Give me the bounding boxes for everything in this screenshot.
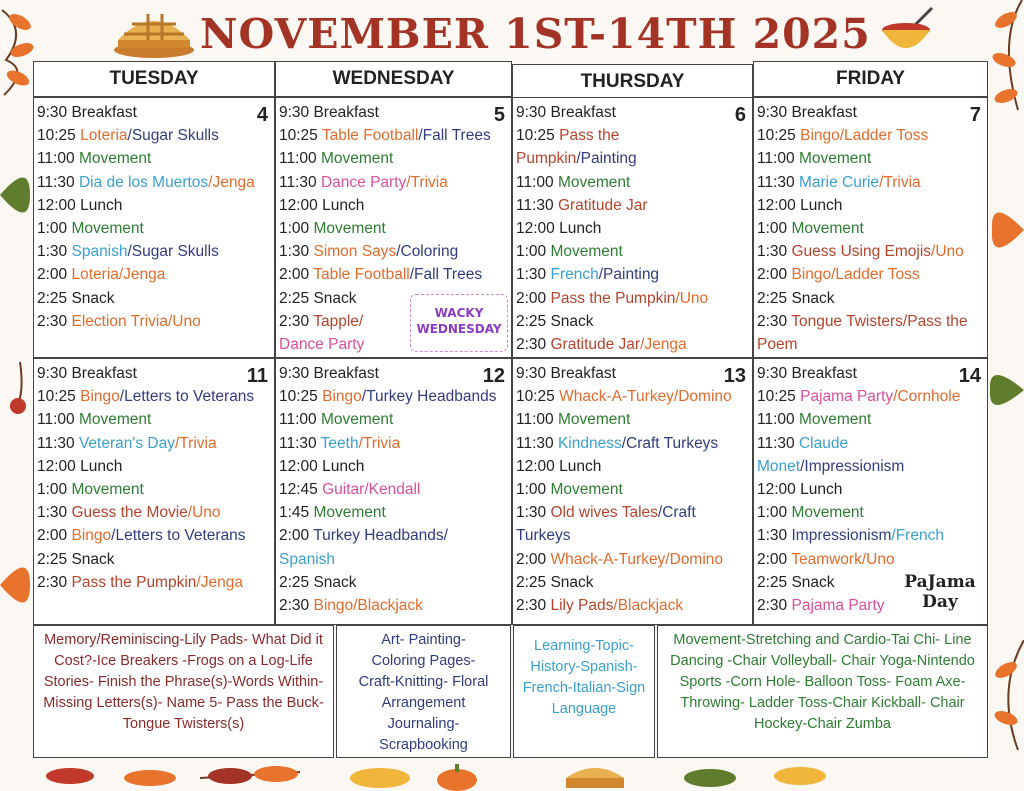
schedule-entry-text: Movement — [313, 220, 386, 238]
cherry-icon — [6, 360, 34, 416]
schedule-entry-text: /Jenga — [196, 573, 243, 591]
schedule-entry-text: /Trivia — [406, 173, 448, 191]
schedule-entry — [279, 432, 508, 455]
schedule-entry-text: 1:00 — [279, 220, 314, 238]
schedule-entry-text: 11:30 — [757, 434, 799, 452]
schedule-entry-text: /Craft Turkeys — [621, 434, 719, 452]
schedule-entry — [516, 310, 749, 333]
autumn-leaf-icon — [988, 190, 1024, 270]
schedule-entry-text: Loteria — [80, 127, 128, 145]
pie-icon — [108, 8, 200, 60]
schedule-entry-text: /Craft — [657, 504, 696, 522]
schedule-entry-text: 11:00 — [757, 150, 799, 168]
schedule-entry-text: 12:00 Lunch — [757, 196, 843, 214]
schedule-entry-text: 11:30 — [516, 196, 558, 214]
schedule-entry-text: 1:00 — [516, 243, 551, 261]
schedule-entry-text: 11:00 — [757, 411, 799, 429]
day-cell — [512, 97, 753, 358]
schedule-entry-text: 11:00 — [37, 150, 79, 168]
schedule-entry-text: Guess the Movie — [71, 504, 188, 522]
schedule-entry-text: 2:00 — [279, 266, 314, 284]
chili-bowl-icon — [876, 4, 940, 60]
day-cell — [275, 358, 512, 625]
schedule-entry-text: 11:30 — [279, 173, 321, 191]
schedule-entry — [757, 124, 984, 147]
schedule-entry — [279, 385, 508, 408]
schedule-entry-text: /Blackjack — [613, 597, 684, 615]
category-learning-text: Learning-Topic- History-Spanish- French-Italian-Sign Language — [522, 638, 646, 717]
pajama-day-text-2: Day — [922, 592, 958, 612]
schedule-entry-text: 9:30 Breakfast — [516, 104, 616, 121]
schedule-entry-text: Movement — [313, 504, 386, 522]
schedule-entry-text: Kindness — [557, 434, 622, 452]
category-movement — [657, 625, 988, 758]
schedule-entry-text: Impressionism — [791, 527, 892, 545]
schedule-entry — [37, 310, 271, 333]
schedule-entry-text: Claude — [798, 434, 849, 452]
schedule-entry-text: 10:25 — [516, 388, 560, 406]
schedule-entry — [757, 432, 984, 455]
schedule-entry-text: Bingo/Ladder Toss — [791, 266, 920, 284]
schedule-entry — [757, 147, 984, 170]
autumn-leaf-icon — [670, 758, 870, 791]
schedule-entry-text: 11:00 — [279, 411, 321, 429]
pie-icon — [560, 758, 630, 791]
schedule-entry — [279, 548, 508, 571]
schedule-entry — [37, 408, 271, 431]
schedule-entry-text: Movement — [71, 481, 144, 499]
schedule-entry-text: Dance Party — [279, 336, 365, 354]
schedule-entry-text: Gratitude Jar — [557, 196, 648, 214]
schedule-entry-text: /Coloring — [396, 243, 459, 261]
schedule-entry-text: Movement — [791, 220, 864, 238]
schedule-entry-text: 2:30 — [37, 573, 72, 591]
day-number: 7 — [969, 104, 981, 126]
schedule-entry-text: 2:25 Snack — [516, 573, 594, 591]
schedule-entry-text: 2:30 — [37, 312, 72, 330]
day-cell — [512, 358, 753, 625]
schedule-entry-text: Loteria/Jenga — [71, 266, 166, 284]
schedule-entry — [37, 147, 271, 170]
pajama-day-sticker — [898, 568, 982, 620]
schedule-entry-text: Dia de los Muertos — [78, 173, 209, 191]
schedule-entry-text: 1:00 — [37, 481, 72, 499]
schedule-entry-text: Simon Says — [313, 243, 397, 261]
schedule-entry-text: 9:30 Breakfast — [37, 365, 137, 382]
schedule-entry — [279, 263, 508, 286]
schedule-entry — [279, 362, 508, 385]
schedule-entry-text: Poem — [757, 336, 798, 354]
schedule-entry-text: 1:00 — [37, 220, 72, 238]
schedule-entry-text: 10:25 — [516, 127, 560, 145]
schedule-entry — [757, 101, 984, 124]
schedule-entry-text: /Jenga — [208, 173, 255, 191]
schedule-entry-text: Pumpkin — [516, 150, 577, 168]
schedule-entry — [757, 362, 984, 385]
schedule-entry — [516, 362, 749, 385]
schedule-entry-text: 12:00 Lunch — [37, 196, 123, 214]
schedule-entry — [516, 385, 749, 408]
schedule-entry — [279, 478, 508, 501]
schedule-entry — [516, 408, 749, 431]
schedule-entry — [279, 101, 508, 124]
schedule-entry-text: 11:30 — [757, 173, 799, 191]
schedule-entry-text: Pajama Party — [800, 388, 894, 406]
schedule-entry-text: 11:00 — [37, 411, 79, 429]
schedule-entry-text: 11:30 — [279, 434, 321, 452]
pajama-day-text-1: PaJama — [904, 572, 976, 592]
schedule-entry — [757, 171, 984, 194]
category-memory-text: Memory/Reminiscing-Lily Pads- What Did it Cost?-Ice Breakers -Frogs on a Log-Life Stories- Finish the Phrase(s)-Words Within- Missing Letters(s)- Name 5- Pass the Buck- Tongue Twisters(s) — [43, 632, 324, 732]
schedule-entry — [757, 455, 984, 478]
schedule-entry-text: 2:30 — [757, 312, 792, 330]
schedule-entry — [279, 524, 508, 547]
category-art-text: Art- Painting- Coloring Pages- Craft-Knitting- Floral Arrangement Journaling- Scrapbooking — [358, 632, 489, 753]
schedule-entry — [757, 217, 984, 240]
schedule-entry-text: 1:00 — [757, 504, 792, 522]
autumn-leaf-icon — [190, 758, 310, 791]
schedule-entry-text: /Painting — [576, 150, 637, 168]
schedule-entry-text: 11:30 — [516, 434, 558, 452]
day-header-tuesday: TUESDAY — [33, 61, 275, 97]
schedule-entry-text: 2:30 — [516, 336, 551, 354]
schedule-entry-text: 12:00 Lunch — [516, 220, 602, 238]
schedule-entry — [516, 333, 749, 356]
schedule-entry-text: 10:25 — [279, 127, 322, 145]
schedule-entry — [757, 385, 984, 408]
schedule-entry-text: Bingo — [322, 388, 362, 406]
schedule-entry — [37, 124, 271, 147]
schedule-entry-text: Bingo — [80, 388, 120, 406]
schedule-entry-text: Spanish — [71, 243, 128, 261]
schedule-entry-text: Movement — [791, 504, 864, 522]
schedule-entry-text: Movement — [550, 243, 623, 261]
schedule-entry-text: Monet — [757, 457, 801, 475]
schedule-entry-text: 11:00 — [279, 150, 321, 168]
schedule-entry — [279, 124, 508, 147]
schedule-entry — [516, 548, 749, 571]
schedule-entry — [757, 333, 984, 356]
schedule-entry-text: 2:00 — [757, 550, 792, 568]
schedule-entry-text: Turkeys — [516, 527, 571, 545]
category-movement-text: Movement-Stretching and Cardio-Tai Chi- Line Dancing -Chair Volleyball- Chair Yoga-Nintendo Sports -Corn Hole- Balloon Toss- Foam Axe- Throwing- Ladder Toss-Chair Kickball- Chair Hockey-Chair Zumba — [670, 632, 975, 732]
schedule-entry-text: Turkey Headbands/ — [313, 527, 448, 545]
day-number: 4 — [256, 104, 268, 126]
schedule-entry-text: 1:30 — [37, 504, 72, 522]
schedule-entry-text: Bingo — [71, 527, 112, 545]
schedule-entry — [757, 478, 984, 501]
schedule-entry — [757, 240, 984, 263]
schedule-entry — [516, 432, 749, 455]
schedule-entry-text: 12:00 Lunch — [516, 457, 602, 475]
day-number: 6 — [734, 104, 746, 126]
day-number: 14 — [958, 365, 981, 387]
schedule-entry-text: 9:30 Breakfast — [757, 104, 857, 121]
schedule-entry — [37, 455, 271, 478]
schedule-entry-text: Pass the Pumpkin — [71, 573, 197, 591]
schedule-entry-text: Veteran's Day — [78, 434, 175, 452]
schedule-entry-text: 2:00 — [516, 289, 551, 307]
day-cell — [33, 358, 275, 625]
schedule-entry-text: /Trivia — [879, 173, 921, 191]
schedule-entry — [757, 194, 984, 217]
schedule-entry — [757, 524, 984, 547]
schedule-entry-text: 11:30 — [37, 173, 79, 191]
schedule-entry-text: Guitar/Kendall — [322, 481, 421, 499]
schedule-entry — [37, 571, 271, 594]
day-number: 13 — [723, 365, 746, 387]
schedule-entry-text: Movement — [557, 173, 631, 191]
schedule-entry-text: /Sugar Skulls — [127, 243, 219, 261]
schedule-entry — [37, 240, 271, 263]
schedule-entry-text: 2:25 Snack — [37, 289, 115, 307]
schedule-entry-text: /Trivia — [358, 434, 401, 452]
schedule-entry — [757, 263, 984, 286]
schedule-entry-text: /Sugar Skulls — [127, 127, 219, 145]
autumn-leaf-icon — [988, 640, 1024, 750]
schedule-entry-text: Movement — [798, 411, 872, 429]
schedule-entry — [516, 263, 749, 286]
day-header-thursday: THURSDAY — [512, 64, 753, 100]
schedule-entry-text: /Turkey Headbands — [361, 388, 497, 406]
schedule-entry — [279, 194, 508, 217]
schedule-entry — [516, 478, 749, 501]
schedule-entry-text: Dance Party — [320, 173, 407, 191]
schedule-entry — [757, 408, 984, 431]
schedule-entry — [37, 287, 271, 310]
day-header-friday: FRIDAY — [753, 61, 988, 97]
schedule-entry-text: 12:45 — [279, 481, 323, 499]
schedule-entry-text: Bingo/Blackjack — [313, 597, 423, 615]
schedule-entry-text: Teeth — [320, 434, 359, 452]
schedule-entry-text: 1:30 — [516, 266, 551, 284]
schedule-entry-text: Movement — [71, 220, 144, 238]
schedule-entry — [37, 263, 271, 286]
schedule-entry-text: /Impressionism — [800, 457, 905, 475]
schedule-entry-text: 1:30 — [279, 243, 314, 261]
autumn-leaf-icon — [40, 758, 200, 791]
schedule-entry-text: Movement — [320, 150, 394, 168]
autumn-leaf-icon — [988, 0, 1024, 120]
schedule-entry-text: Pass the Pumpkin — [550, 289, 676, 307]
schedule-entry-text: Pass the — [559, 127, 620, 145]
schedule-entry-text: /Uno — [675, 289, 709, 307]
schedule-entry-text: 2:30 — [279, 312, 314, 330]
schedule-entry-text: /Uno — [187, 504, 221, 522]
schedule-entry-text: 9:30 Breakfast — [37, 104, 137, 121]
schedule-entry — [516, 287, 749, 310]
schedule-entry-text: 10:25 — [37, 127, 81, 145]
schedule-entry-text: 2:25 Snack — [757, 289, 835, 307]
schedule-entry-text: Gratitude Jar — [550, 336, 641, 354]
schedule-entry — [37, 217, 271, 240]
schedule-entry-text: 2:25 Snack — [37, 550, 115, 568]
schedule-entry — [279, 147, 508, 170]
schedule-entry-text: 11:30 — [37, 434, 79, 452]
schedule-entry-text: Movement — [78, 411, 152, 429]
schedule-entry — [516, 194, 749, 217]
schedule-entry — [37, 432, 271, 455]
schedule-entry — [37, 171, 271, 194]
day-number: 12 — [482, 365, 505, 387]
schedule-entry — [757, 287, 984, 310]
day-header-wednesday: WEDNESDAY — [275, 61, 512, 97]
schedule-entry — [516, 147, 749, 170]
schedule-entry-text: 1:30 — [757, 527, 792, 545]
schedule-entry-text: /Letters to Veterans — [111, 527, 246, 545]
schedule-entry-text: 2:00 — [757, 266, 792, 284]
schedule-entry-text: 2:30 — [516, 597, 551, 615]
schedule-entry-text: Table Football — [313, 266, 410, 284]
schedule-entry-text: 9:30 Breakfast — [279, 365, 379, 382]
schedule-entry — [37, 524, 271, 547]
autumn-leaf-icon — [988, 360, 1024, 420]
schedule-entry-text: Teamwork/Uno — [791, 550, 895, 568]
schedule-entry-text: 2:00 — [279, 527, 314, 545]
schedule-entry — [516, 594, 749, 617]
schedule-entry-text: 1:00 — [757, 220, 792, 238]
schedule-entry-text: French — [550, 266, 599, 284]
schedule-entry — [37, 362, 271, 385]
schedule-entry-text: 10:25 — [757, 127, 801, 145]
day-cell — [33, 97, 275, 358]
category-art — [336, 625, 511, 758]
schedule-entry-text: 10:25 — [757, 388, 801, 406]
schedule-entry — [37, 101, 271, 124]
schedule-entry-text: 2:00 — [37, 266, 72, 284]
schedule-entry — [279, 571, 508, 594]
schedule-entry-text: 1:00 — [516, 481, 551, 499]
schedule-entry-text: /Uno — [931, 243, 964, 261]
pumpkin-icon — [432, 758, 482, 791]
wacky-wednesday-sticker — [410, 294, 508, 352]
schedule-entry-text: 1:45 — [279, 504, 314, 522]
schedule-entry-text: 2:30 — [757, 597, 792, 615]
schedule-entry — [516, 455, 749, 478]
schedule-entry-text: Lily Pads — [550, 597, 614, 615]
schedule-entry-text: /Fall Trees — [418, 127, 491, 145]
schedule-entry-text: 12:00 Lunch — [37, 457, 123, 475]
schedule-entry — [757, 501, 984, 524]
schedule-entry-text: Marie Curie — [798, 173, 880, 191]
schedule-entry-text: 2:25 Snack — [516, 312, 594, 330]
schedule-entry — [279, 240, 508, 263]
schedule-entry — [279, 455, 508, 478]
schedule-entry-text: /Letters to Veterans — [119, 388, 255, 406]
schedule-entry — [37, 478, 271, 501]
schedule-entry — [516, 171, 749, 194]
schedule-entry-text: /Jenga — [640, 336, 687, 354]
schedule-entry-text: 12:00 Lunch — [757, 481, 843, 499]
schedule-entry — [516, 501, 749, 524]
schedule-entry-text: Pajama Party — [791, 597, 885, 615]
schedule-entry-text: 11:00 — [516, 411, 558, 429]
schedule-entry — [516, 217, 749, 240]
schedule-entry-text: 9:30 Breakfast — [516, 365, 616, 382]
schedule-entry-text: 1:30 — [516, 504, 551, 522]
category-memory — [33, 625, 334, 758]
wacky-wednesday-text: WACKY WEDNESDAY — [416, 306, 502, 336]
schedule-entry-text: /Painting — [598, 266, 660, 284]
schedule-entry-text: Bingo/Ladder Toss — [800, 127, 929, 145]
schedule-entry-text: 9:30 Breakfast — [279, 104, 379, 121]
schedule-entry — [516, 524, 749, 547]
schedule-entry — [37, 194, 271, 217]
schedule-entry-text: 1:30 — [37, 243, 72, 261]
schedule-entry-text: Guess Using Emojis — [791, 243, 932, 261]
schedule-entry — [516, 571, 749, 594]
schedule-entry-text: Movement — [798, 150, 872, 168]
schedule-entry-text: Election Trivia/Uno — [71, 312, 201, 330]
schedule-entry — [279, 408, 508, 431]
schedule-entry-text: /French — [891, 527, 944, 545]
schedule-entry-text: 2:25 Snack — [279, 289, 357, 307]
autumn-leaf-icon — [0, 150, 34, 240]
schedule-entry-text: Tapple/ — [313, 312, 364, 330]
schedule-entry — [516, 124, 749, 147]
page-title: NOVEMBER 1ST-14TH 2025 — [200, 10, 871, 58]
schedule-entry-text: 9:30 Breakfast — [757, 365, 857, 382]
schedule-entry-text: Whack-A-Turkey/Domino — [550, 550, 724, 568]
schedule-entry-text: 11:00 — [516, 173, 558, 191]
schedule-entry-text: 2:00 — [37, 527, 72, 545]
schedule-entry — [279, 171, 508, 194]
schedule-entry-text: Movement — [557, 411, 631, 429]
schedule-entry — [279, 217, 508, 240]
schedule-entry — [757, 310, 984, 333]
schedule-entry-text: /Trivia — [174, 434, 217, 452]
schedule-entry-text: Whack-A-Turkey/Domino — [559, 388, 732, 406]
schedule-entry-text: Movement — [320, 411, 394, 429]
schedule-entry-text: 1:30 — [757, 243, 792, 261]
schedule-entry-text: 12:00 Lunch — [279, 196, 365, 214]
schedule-entry-text: Movement — [78, 150, 152, 168]
schedule-entry-text: Old wives Tales — [550, 504, 658, 522]
schedule-entry — [37, 548, 271, 571]
schedule-entry — [37, 385, 271, 408]
schedule-entry — [516, 240, 749, 263]
category-learning — [513, 625, 655, 758]
schedule-entry-text: /Fall Trees — [409, 266, 483, 284]
autumn-leaf-icon — [340, 758, 420, 791]
schedule-entry — [516, 101, 749, 124]
schedule-entry-text: 12:00 Lunch — [279, 457, 365, 475]
autumn-leaf-icon — [0, 540, 34, 630]
schedule-entry — [279, 501, 508, 524]
schedule-entry-text: Spanish — [279, 550, 336, 568]
schedule-entry-text: 2:25 Snack — [279, 573, 357, 591]
schedule-entry — [37, 501, 271, 524]
schedule-entry-text: 2:30 — [279, 597, 314, 615]
schedule-entry-text: 10:25 — [37, 388, 81, 406]
schedule-entry-text: Movement — [550, 481, 623, 499]
schedule-entry-text: Tongue Twisters/Pass the — [791, 312, 968, 330]
day-number: 11 — [246, 365, 268, 387]
schedule-entry-text: 2:25 Snack — [757, 573, 835, 591]
schedule-entry-text: 10:25 — [279, 388, 323, 406]
schedule-entry — [279, 594, 508, 617]
schedule-entry-text: /Cornhole — [893, 388, 961, 406]
day-cell — [753, 97, 988, 358]
schedule-entry-text: Table Football — [321, 127, 419, 145]
schedule-entry-text: 2:00 — [516, 550, 551, 568]
day-number: 5 — [493, 104, 505, 126]
